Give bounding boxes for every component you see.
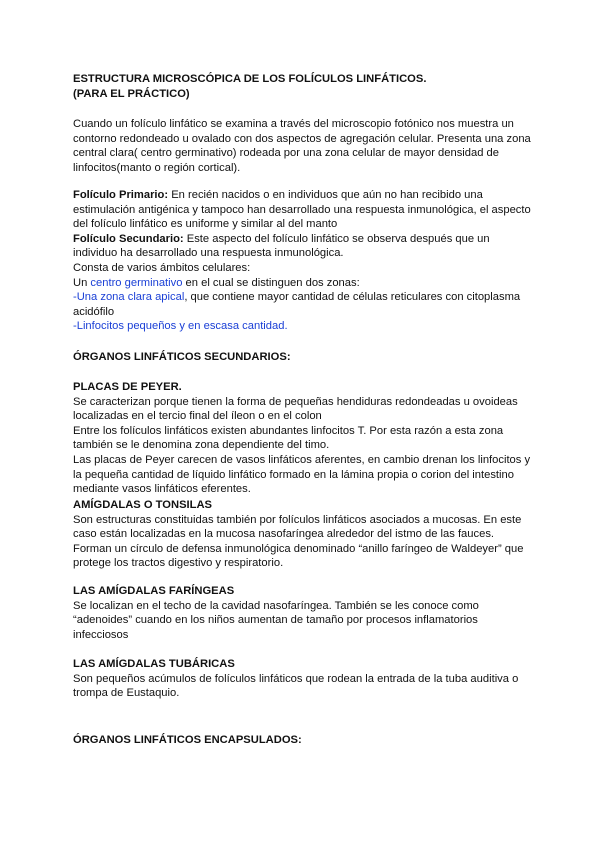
peyer-section [73, 380, 533, 497]
zona-clara-line [73, 290, 533, 305]
peyer-line: Se caracterizan porque tienen la forma de pequeñas hendiduras redondeadas u ovoideas [73, 395, 518, 408]
faringeas-heading: LAS AMÍGDALAS FARÍNGEAS [73, 585, 235, 597]
primario-label: Folículo Primario: [73, 189, 169, 201]
tubaricas-line: trompa de Eustaquio. [73, 687, 180, 700]
amigdalas-heading: AMÍGDALAS O TONSILAS [73, 499, 213, 511]
title-line-2: (PARA EL PRÁCTICO) [73, 87, 190, 100]
title-line-1: ESTRUCTURA MICROSCÓPICA DE LOS FOLÍCULOS LINFÁTICOS. [73, 73, 427, 85]
germinativo-line [73, 276, 533, 291]
faringeas-line: infecciosos [73, 628, 129, 641]
intro-line: contorno redondeado u ovalado con dos aspectos de agregación celular. Presenta una zona [73, 132, 531, 145]
intro-line: linfocitos(manto o región cortical). [73, 161, 241, 174]
tubaricas-line: Son pequeños acúmulos de folículos linfáticos que rodean la entrada de la tuba auditiva o [73, 672, 519, 685]
zona-clara-link[interactable]: -Una zona clara apical [73, 291, 185, 304]
amigdalas-line: protege los tractos digestivo y respiratorio. [73, 557, 284, 570]
faringeas-line: Se localizan en el techo de la cavidad nasofaríngea. También se les conoce como [73, 599, 479, 612]
tubaricas-heading: LAS AMÍGDALAS TUBÁRICAS [73, 658, 235, 670]
intro-line: Cuando un folículo linfático se examina a través del microscopio fotónico nos muestra un [73, 118, 514, 130]
folicle-section [73, 188, 533, 334]
zona-clara-post: , que contiene mayor cantidad de células reticulares con citoplasma [184, 291, 521, 304]
peyer-line: también se le denomina zona dependiente del timo. [73, 439, 330, 452]
zona-clara-line-2: acidófilo [73, 305, 115, 318]
encapsulados-heading: ÓRGANOS LINFÁTICOS ENCAPSULADOS: [73, 734, 302, 746]
germinativo-post: en el cual se distinguen dos zonas: [182, 276, 360, 289]
linfocitos-line [73, 319, 533, 334]
secundarios-heading: ÓRGANOS LINFÁTICOS SECUNDARIOS: [73, 351, 291, 363]
linfocitos-link[interactable]: -Linfocitos pequeños y en escasa cantidad. [73, 320, 288, 333]
secundario-text: Este aspecto del folículo linfático se observa después que un [183, 232, 490, 245]
secundario-line-2: individuo ha desarrollado una respuesta inmunológica. [73, 247, 344, 260]
primario-line-1 [73, 188, 533, 203]
peyer-line: la pequeña cantidad de líquido linfático formado en la lámina propia o corion del intestino [73, 468, 514, 481]
primario-text: En recién nacidos o en individuos que aún no han recibido una [168, 189, 483, 201]
amigdalas-section [73, 498, 533, 571]
peyer-line: mediante vasos linfáticos eferentes. [73, 483, 251, 496]
amigdalas-line: Forman un círculo de defensa inmunológica denominado “anillo faríngeo de Waldeyer” que [73, 542, 524, 555]
centro-germinativo-link[interactable]: centro germinativo [90, 276, 183, 289]
primario-line-2: estimulación antigénica y tampoco han desarrollado una respuesta inmunológica, el aspecto [73, 203, 531, 216]
intro-line: central clara( centro germinativo) rodeada por una zona celular de mayor densidad de [73, 147, 499, 160]
peyer-heading: PLACAS DE PEYER. [73, 381, 182, 393]
amigdalas-line: caso están localizadas en la mucosa nasofaríngea alrededor del istmo de las fauces. [73, 528, 495, 541]
peyer-line: localizadas en el tercio final del íleon o en el colon [73, 410, 322, 423]
faringeas-line: “adenoides” cuando en los niños aumentan de tamaño por procesos inflamatorios [73, 614, 478, 627]
secundario-line-1 [73, 232, 533, 247]
intro-paragraph [73, 117, 533, 175]
germinativo-pre: Un [73, 276, 91, 289]
secundario-line-3: Consta de varios ámbitos celulares: [73, 261, 251, 274]
peyer-line: Las placas de Peyer carecen de vasos linfáticos aferentes, en cambio drenan los linfocitos y [73, 453, 531, 466]
secundario-label: Folículo Secundario: [73, 232, 184, 245]
primario-line-3: del folículo linfático es uniforme y similar al del manto [73, 218, 338, 231]
document-title [73, 72, 533, 101]
amigdalas-line: Son estructuras constituidas también por folículos linfáticos asociados a mucosas. En este [73, 513, 522, 526]
tubaricas-section [73, 657, 533, 701]
faringeas-section [73, 584, 533, 642]
peyer-line: Entre los folículos linfáticos existen abundantes linfocitos T. Por esta razón a esta zona [73, 424, 504, 437]
